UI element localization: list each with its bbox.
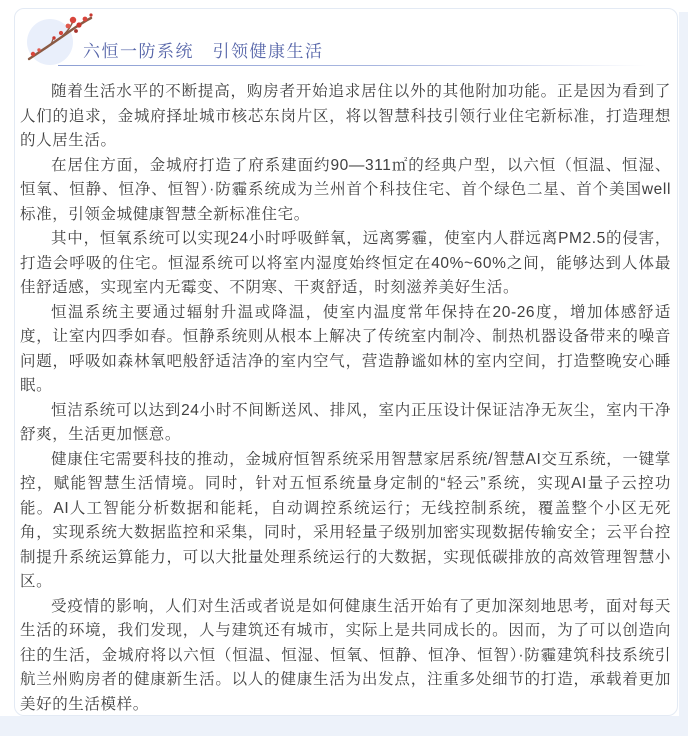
article-paragraph: 随着生活水平的不断提高，购房者开始追求居住以外的其他附加功能。正是因为看到了人们的追求，金城府择址城市核芯东岗片区，将以智慧科技引领行业住宅新标准，打造理想的人居生活。 [20, 83, 671, 149]
article-paragraph: 受疫情的影响，人们对生活或者说是如何健康生活开始有了更加深刻地思考，面对每天生活的环境，我们发现，人与建筑还有城市，实际上是共同成长的。因而，为了可以创造向往的生活，金城府将以六恒（恒温、恒湿、恒氧、恒静、恒净、恒智）·防霾建筑科技系统引航兰州购房者的健康新生活。以人的健康生活为出发点，注重多处细节的打造，承载着更加美好的生活模样。 [20, 597, 671, 713]
article-card [14, 8, 678, 716]
article-paragraph: 在居住方面，金城府打造了府系建面约90—311㎡的经典户型，以六恒（恒温、恒湿、恒氧、恒静、恒净、恒智）·防霾系统成为兰州首个科技住宅、首个绿色二星、首个美国well标准，引领金城健康智慧全新标准住宅。 [20, 156, 671, 223]
page-title: 六恒一防系统 引领健康生活 [83, 42, 324, 61]
article-paragraph: 健康住宅需要科技的推动，金城府恒智系统采用智慧家居系统/智慧AI交互系统，一键掌控，赋能智慧生活情境。同时，针对五恒系统量身定制的“轻云”系统，实现AI量子云控功能。AI人工智能分析数据和能耗，自动调控系统运行；无线控制系统，覆盖整个小区无死角，实现系统大数据监控和采集，同时，采用轻量子级别加密实现数据传输安全；云平台控制提升系统运算能力，可以大批量处理系统运行的大数据，实现低碳排放的高效管理智慧小区。 [20, 450, 671, 590]
article-paragraph: 恒温系统主要通过辐射升温或降温，使室内温度常年保持在20-26度，增加体感舒适度，让室内四季如春。恒静系统则从根本上解决了传统室内制冷、制热机器设备带来的噪音问题，呼吸如森林氧吧般舒适洁净的室内空气，营造静谧如林的室内空间，打造整晚安心睡眠。 [20, 303, 671, 394]
article-body [15, 79, 677, 716]
article-paragraph: 恒洁系统可以达到24小时不间断送风、排风，室内正压设计保证洁净无灰尘，室内干净舒爽，生活更加惬意。 [20, 401, 671, 443]
right-background-strip [679, 12, 688, 736]
article-paragraph: 其中，恒氧系统可以实现24小时呼吸鲜氧，远离雾霾，使室内人群远离PM2.5的侵害，打造会呼吸的住宅。恒湿系统可以将室内湿度始终恒定在40%~60%之间，能够达到人体最佳舒适感，实现室内无霉变、不阴寒、干爽舒适，时刻滋养美好生活。 [20, 230, 671, 296]
title-underline [58, 65, 647, 66]
article-header [15, 9, 677, 79]
bottom-background-strip [0, 716, 688, 736]
